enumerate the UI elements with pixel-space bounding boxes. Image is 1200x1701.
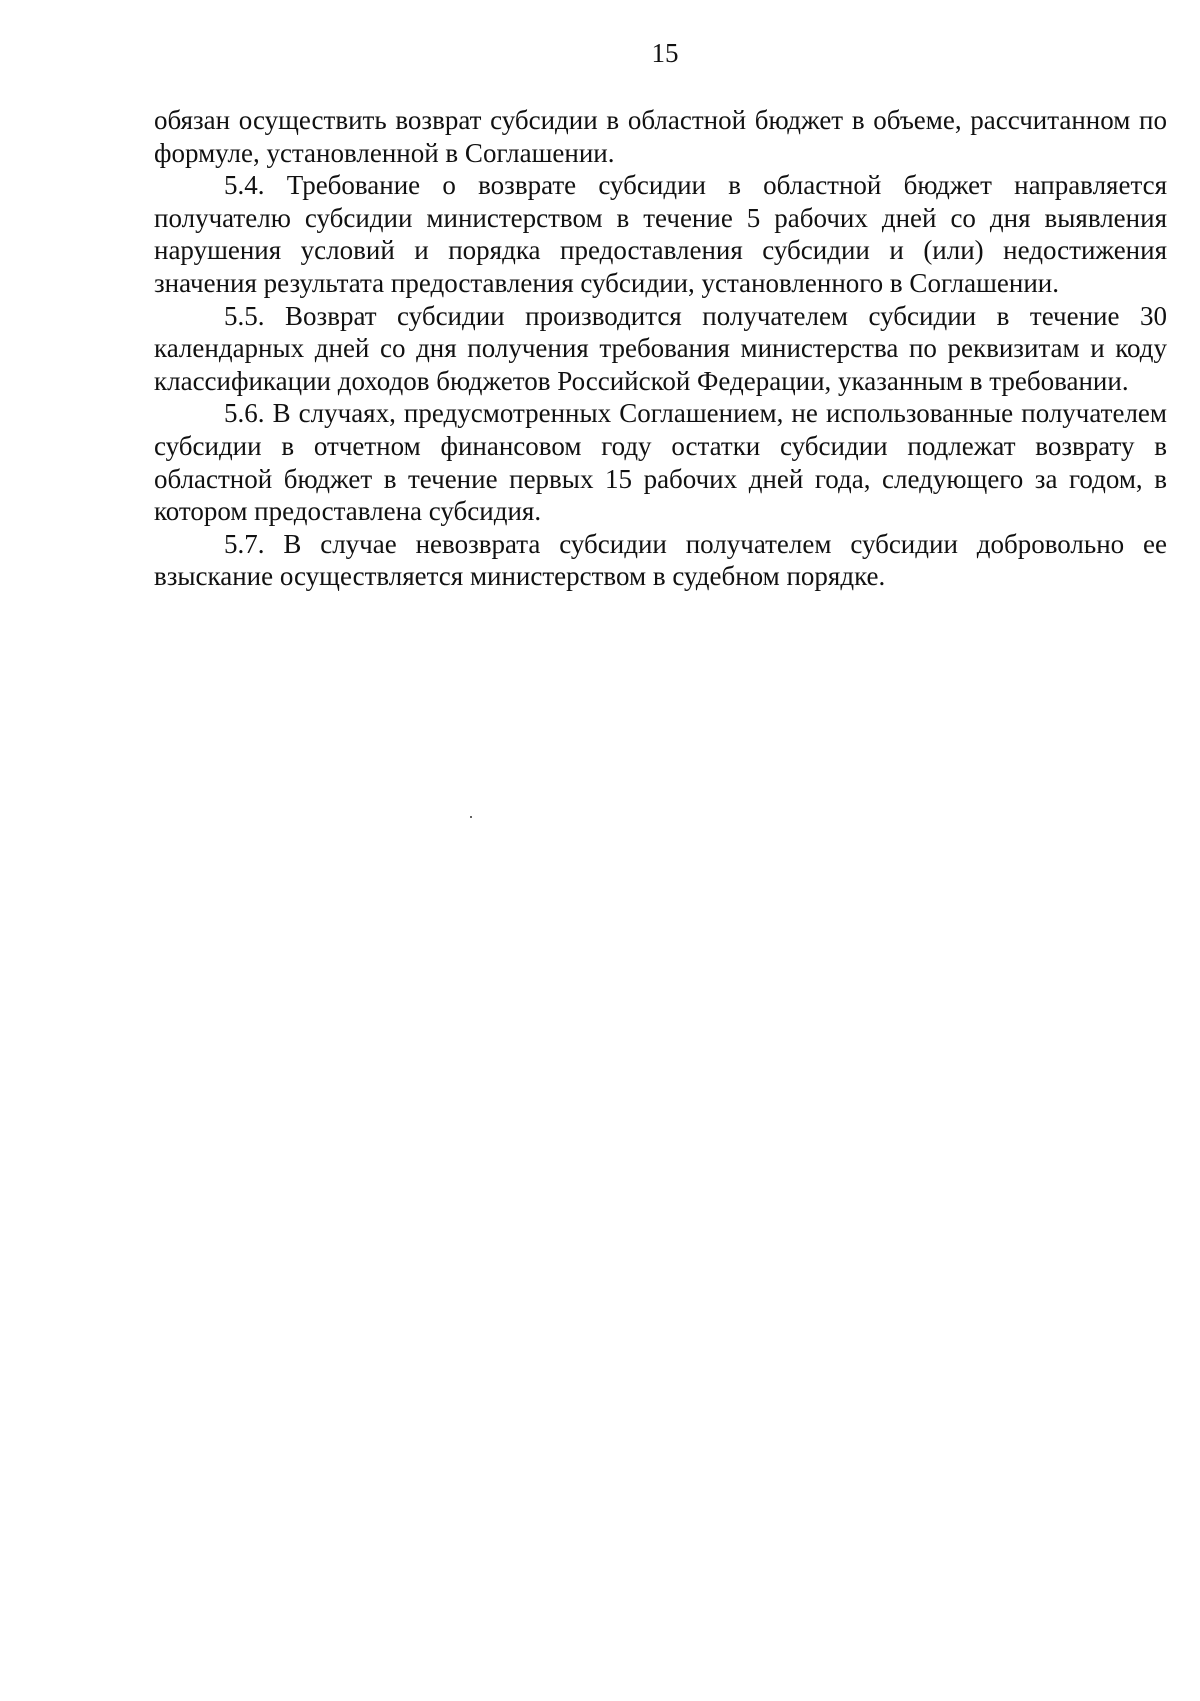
paragraph-5-5: 5.5. Возврат субсидии производится получателем субсидии в течение 30 календарных дней со дня получения требования министерства по реквизитам и коду классификации доходов бюджетов Российской Федерации, указанным в требовании. <box>154 300 1167 396</box>
page-number: 15 <box>651 38 679 68</box>
paragraph-5-6: 5.6. В случаях, предусмотренных Соглашением, не использованные получателем субсидии в отчетном финансовом году остатки субсидии подлежат возврату в областной бюджет в течение первых 15 рабочих дней года, следующего за годом, в котором предоставлена субсидия. <box>154 398 1167 527</box>
scan-speck <box>470 816 472 818</box>
paragraph-continuation: обязан осуществить возврат субсидии в областной бюджет в объеме, рассчитанном по формуле, установленной в Соглашении. <box>154 105 1167 168</box>
paragraph-5-7: 5.7. В случае невозврата субсидии получателем субсидии добровольно ее взыскание осуществляется министерством в судебном порядке. <box>154 528 1167 592</box>
body-text <box>154 104 1167 593</box>
paragraph-5-4: 5.4. Требование о возврате субсидии в областной бюджет направляется получателю субсидии министерством в течение 5 рабочих дней со дня выявления нарушения условий и порядка предоставления субсидии и (или) недостижения значения результата предоставления субсидии, установленного в Соглашении. <box>154 170 1167 298</box>
